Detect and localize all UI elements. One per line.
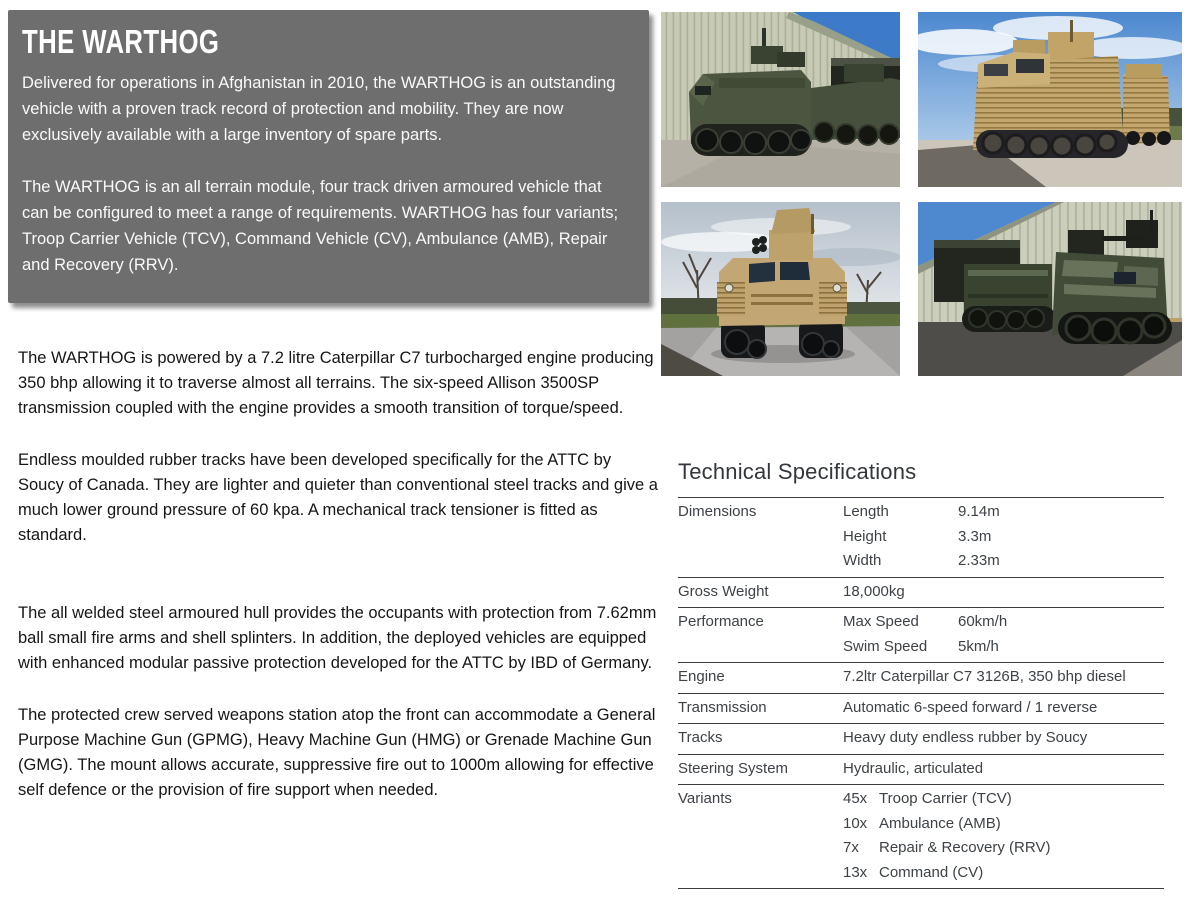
body-paragraph-tracks: Endless moulded rubber tracks have been developed specifically for the ATTC by Soucy of Canada. They are lighter and quieter than conventional steel tracks and give a much lower ground pressure of 60 kpa. A mechanical track tensioner is fitted as standard. (18, 451, 658, 544)
spec-subname: Length (843, 503, 889, 520)
spec-label: Steering System (678, 759, 789, 777)
spec-subvalue: 2.33m (958, 552, 1000, 569)
photo-green-vehicle-warehouse (918, 202, 1182, 376)
spec-subrow (843, 525, 1164, 550)
spec-subname: Width (843, 552, 882, 569)
spec-row-gross-weight (678, 577, 1164, 608)
spec-value: 7.2ltr Caterpillar C7 3126B, 350 bhp diesel (843, 668, 1126, 685)
spec-row-transmission (678, 693, 1164, 724)
body-paragraph-weapons: The protected crew served weapons station atop the front can accommodate a General Purpose Machine Gun (GPMG), Heavy Machine Gun (HMG) or Grenade Machine Gun (GMG). The mount allows accurate, suppressive fire out to 1000m allowing for effective self defence or the provision of fire support when needed. (18, 706, 656, 799)
spec-value: 18,000kg (843, 582, 905, 600)
hero-panel (8, 10, 649, 303)
spec-variant-row (843, 812, 1164, 837)
variant-name: Repair & Recovery (RRV) (879, 839, 1051, 856)
variant-name: Troop Carrier (TCV) (879, 790, 1012, 807)
spec-variant-row (843, 787, 1164, 812)
spec-label: Dimensions (678, 503, 757, 520)
spec-subvalue: 5km/h (958, 637, 999, 655)
photo-green-vehicles-warehouse-art (661, 12, 900, 187)
spec-subrow (843, 610, 1164, 635)
variant-count: 10x (843, 814, 868, 832)
variant-name: Ambulance (AMB) (879, 814, 1001, 832)
spec-subname: Max Speed (843, 613, 919, 630)
spec-subrow (843, 635, 1164, 660)
photo-tan-vehicle-front-art (661, 202, 900, 376)
spec-label: Variants (678, 790, 732, 807)
spec-subname: Height (843, 527, 887, 545)
hero-paragraph-2: The WARTHOG is an all terrain module, four track driven armoured vehicle that can be configured to meet a range of requirements. WARTHOG has four variants; Troop Carrier Vehicle (TCV), Command Vehicle (CV), Ambulance (AMB), Repair and Recovery (RRV). (22, 178, 619, 274)
spec-row-variants (678, 784, 1164, 889)
spec-label: Gross Weight (678, 582, 769, 600)
spec-subname: Swim Speed (843, 637, 928, 655)
spec-variant-row (843, 836, 1164, 861)
spec-variant-row (843, 861, 1164, 886)
spec-subrow (843, 549, 1164, 574)
spec-subrow (843, 500, 1164, 525)
spec-label: Performance (678, 613, 764, 630)
spec-row-dimensions (678, 497, 1164, 577)
photo-green-vehicle-warehouse-art (918, 202, 1182, 376)
spec-label: Transmission (678, 698, 767, 716)
body-text-column (18, 346, 661, 803)
spec-row-tracks (678, 723, 1164, 754)
spec-row-engine (678, 662, 1164, 693)
spec-subvalue: 3.3m (958, 527, 992, 545)
page-title (22, 24, 627, 60)
photo-tan-vehicles-lineup (918, 12, 1182, 187)
page-title-text: THE WARTHOG (22, 23, 220, 60)
variant-count: 13x (843, 863, 868, 881)
spec-subvalue: 9.14m (958, 503, 1000, 520)
specs-table (678, 497, 1164, 889)
variant-count: 45x (843, 790, 868, 807)
spec-row-performance (678, 607, 1164, 662)
hero-paragraph-1: Delivered for operations in Afghanistan in 2010, the WARTHOG is an outstanding vehicle with a proven track record of protection and mobility. They are now exclusively available with a large inventory of spare parts. (22, 74, 616, 144)
variant-name: Command (CV) (879, 863, 984, 881)
photo-green-vehicles-warehouse (661, 12, 900, 187)
specs-title: Technical Specifications (678, 459, 917, 484)
spec-label: Engine (678, 668, 725, 685)
spec-row-steering-system (678, 754, 1164, 785)
spec-value: Hydraulic, articulated (843, 759, 984, 777)
body-paragraph-armour: The all welded steel armoured hull provides the occupants with protection from 7.62mm ball small fire arms and shell splinters. In addition, the deployed vehicles are equipped with enhanced modular passive protection developed for the ATTC by IBD of Germany. (18, 604, 657, 672)
photo-tan-vehicles-lineup-art (918, 12, 1182, 187)
spec-value: Automatic 6-speed forward / 1 reverse (843, 698, 1098, 716)
spec-label: Tracks (678, 729, 723, 746)
photo-tan-vehicle-front (661, 202, 900, 376)
spec-subvalue: 60km/h (958, 613, 1008, 630)
spec-value: Heavy duty endless rubber by Soucy (843, 729, 1088, 746)
variant-count: 7x (843, 839, 859, 856)
body-paragraph-engine: The WARTHOG is powered by a 7.2 litre Caterpillar C7 turbocharged engine producing 350 bhp allowing it to traverse almost all terrains. The six-speed Allison 3500SP transmission coupled with the engine provides a smooth transition of torque/speed. (18, 349, 654, 417)
